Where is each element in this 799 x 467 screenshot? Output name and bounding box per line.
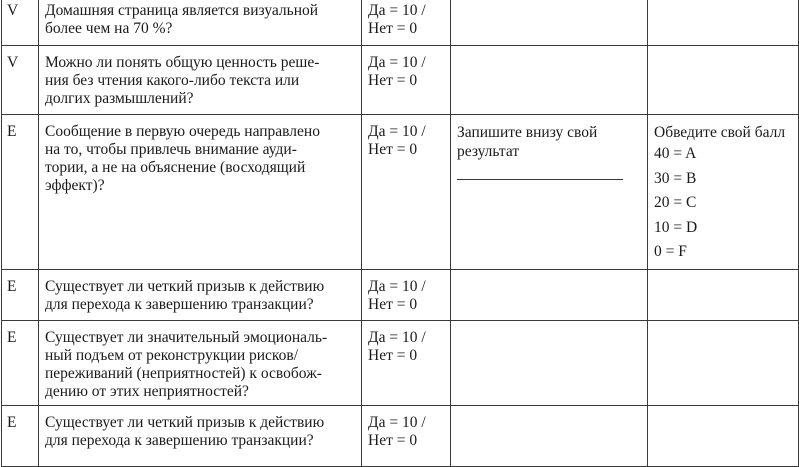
answer-cell xyxy=(362,46,451,115)
question-line: Существует ли четкий призыв к действию xyxy=(45,277,325,295)
grade-option[interactable]: 10 = D xyxy=(654,218,698,236)
result-instruction: Запишите внизу свой xyxy=(457,124,598,141)
answer-no: Нет = 0 xyxy=(368,72,418,89)
answer-cell xyxy=(362,269,451,320)
question-line: эффект)? xyxy=(45,177,105,194)
table-row xyxy=(2,405,799,466)
grade-cell xyxy=(648,0,799,46)
question-cell xyxy=(39,320,362,405)
question-cell xyxy=(39,269,362,320)
grade-cell xyxy=(648,115,799,270)
category-letter: V xyxy=(7,54,19,71)
category-letter: E xyxy=(7,123,17,140)
question-line: Можно ли понять общую ценность реше- xyxy=(45,54,320,71)
category-letter: E xyxy=(7,413,17,431)
category-cell xyxy=(2,269,39,320)
question-cell xyxy=(39,115,362,270)
question-line: Существует ли значительный эмоциональ- xyxy=(45,328,328,346)
result-cell xyxy=(451,46,648,115)
result-cell xyxy=(451,320,648,405)
answer-cell xyxy=(362,0,451,46)
answer-cell xyxy=(362,405,451,466)
answer-no: Нет = 0 xyxy=(368,431,418,449)
question-cell xyxy=(39,405,362,466)
answer-yes: Да = 10 / xyxy=(368,2,426,19)
scorecard-table xyxy=(1,0,799,467)
question-line: тории, а не на объяснение (восходящий xyxy=(45,159,306,176)
question-line: дению от этих неприятностей? xyxy=(45,382,249,400)
category-cell xyxy=(2,0,39,46)
grade-option[interactable]: 20 = C xyxy=(654,194,697,211)
question-line: долгих размышлений? xyxy=(45,90,194,107)
question-line: на то, чтобы привлечь внимание ауди- xyxy=(45,141,297,158)
table-row xyxy=(2,115,799,270)
result-instruction: результат xyxy=(457,143,520,160)
answer-no: Нет = 0 xyxy=(368,346,418,364)
table-row xyxy=(2,269,799,320)
result-cell xyxy=(451,115,648,270)
question-cell xyxy=(39,46,362,115)
table-row xyxy=(2,0,799,46)
result-cell xyxy=(451,0,648,46)
category-letter: E xyxy=(7,328,17,346)
result-write-line[interactable] xyxy=(457,179,623,180)
answer-yes: Да = 10 / xyxy=(368,277,426,295)
question-line: ный подъем от реконструкции рисков/ xyxy=(45,346,299,364)
answer-yes: Да = 10 / xyxy=(368,413,426,431)
question-line: Сообщение в первую очередь направлено xyxy=(45,123,320,140)
category-cell xyxy=(2,405,39,466)
grade-cell xyxy=(648,46,799,115)
question-line: для перехода к завершению транзакции? xyxy=(45,431,314,449)
category-cell xyxy=(2,320,39,405)
question-line: более чем на 70 %? xyxy=(45,20,173,37)
grade-option[interactable]: 40 = A xyxy=(654,145,697,162)
grade-option[interactable]: 0 = F xyxy=(654,243,687,260)
table-row xyxy=(2,46,799,115)
question-line: Домашняя страница является визуальной xyxy=(45,2,319,19)
category-letter: V xyxy=(7,2,19,19)
result-cell xyxy=(451,269,648,320)
question-line: переживаний (неприятностей) к освобож- xyxy=(45,364,322,382)
question-line: для перехода к завершению транзакции? xyxy=(45,295,314,313)
table-row xyxy=(2,320,799,405)
grade-cell xyxy=(648,269,799,320)
answer-yes: Да = 10 / xyxy=(368,123,426,140)
grade-option[interactable]: 30 = B xyxy=(654,169,697,187)
question-line: Существует ли четкий призыв к действию xyxy=(45,413,325,431)
question-cell xyxy=(39,0,362,46)
category-cell xyxy=(2,115,39,270)
answer-no: Нет = 0 xyxy=(368,20,418,37)
grade-cell xyxy=(648,405,799,466)
grade-cell xyxy=(648,320,799,405)
answer-no: Нет = 0 xyxy=(368,141,418,158)
answer-cell xyxy=(362,115,451,270)
answer-no: Нет = 0 xyxy=(368,295,418,313)
grade-instruction: Обведите свой балл xyxy=(654,124,786,141)
result-cell xyxy=(451,405,648,466)
answer-yes: Да = 10 / xyxy=(368,328,426,346)
category-letter: E xyxy=(7,277,17,295)
answer-cell xyxy=(362,320,451,405)
answer-yes: Да = 10 / xyxy=(368,54,426,71)
category-cell xyxy=(2,46,39,115)
question-line: ния без чтения какого-либо текста или xyxy=(45,72,300,89)
